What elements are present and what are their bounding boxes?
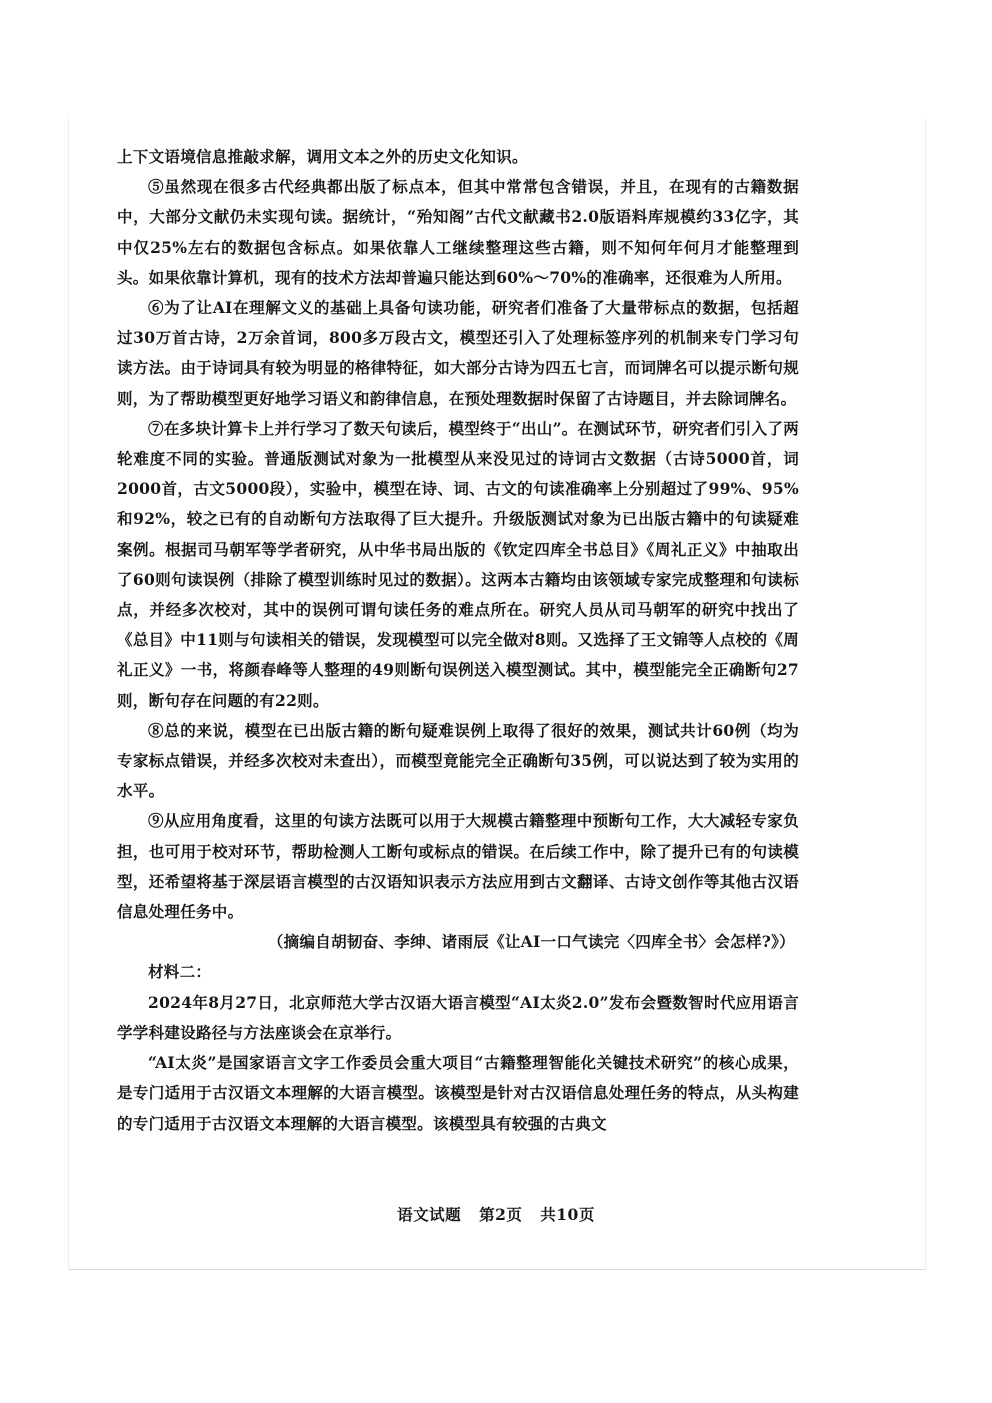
paragraph-8: ⑧总的来说，模型在已出版古籍的断句疑难误例上取得了很好的效果，测试共计60例（均为专家标点错误，并经多次校对未查出），而模型竟能完全正确断句35例，可以说达到了较为实用的水平。 (117, 720, 799, 801)
footer-subject: 语文试题 (397, 1205, 462, 1224)
paragraph-continuation: 上下文语境信息推敲求解，调用文本之外的历史文化知识。 (117, 147, 528, 166)
document-body (117, 142, 799, 1139)
material-two-paragraph-2: “AI太炎”是国家语言文字工作委员会重大项目“古籍整理智能化关键技术研究”的核心成果，是专门适用于古汉语文本理解的大语言模型。该模型是针对古汉语信息处理任务的特点，从头构建的专门适用于古汉语文本理解的大语言模型。该模型具有较强的古典文 (117, 1053, 799, 1133)
paragraph-7: ⑦在多块计算卡上并行学习了数天句读后，模型终于“出山”。在测试环节，研究者们引入了两轮难度不同的实验。普通版测试对象为一批模型从来没见过的诗词古文数据（古诗5000首，词2000首，古文5000段），实验中，模型在诗、词、古文的句读准确率上分别超过了99%、95%和92%，较之已有的自动断句方法取得了巨大提升。升级版测试对象为已出版古籍中的句读疑难案例。根据司马朝军等学者研究，从中华书局出版的《钦定四库全书总目》《周礼正义》中抽取出了60则句读误例（排除了模型训练时见过的数据）。这两本古籍均由该领域专家完成整理和句读标点，并经多次校对，其中的误例可谓句读任务的难点所在。研究人员从司马朝军的研究中找出了《总目》中11则与句读相关的错误，发现模型可以完全做对8则。又选择了王文锦等人点校的《周礼正义》一书，将颜春峰等人整理的49则断句误例送入模型测试。其中，模型能完全正确断句27则，断句存在问题的有22则。 (117, 418, 799, 710)
footer-page-number: 第2页 (479, 1205, 523, 1224)
material-two-heading: 材料二： (148, 962, 212, 982)
paragraph-9: ⑨从应用角度看，这里的句读方法既可以用于大规模古籍整理中预断句工作，大大减轻专家负担，也可用于校对环节，帮助检测人工断句或标点的错误。在后续工作中，除了提升已有的句读模型，还希望将基于深层语言模型的古汉语知识表示方法应用到古文翻译、古诗文创作等其他古汉语信息处理任务中。 (117, 811, 799, 922)
source-citation: （摘编自胡韧奋、李绅、诸雨辰《让AI一口气读完〈四库全书〉会怎样?》） (267, 932, 795, 952)
page-footer (0, 1203, 992, 1225)
material-two-paragraph-1: 2024年8月27日，北京师范大学古汉语大语言模型“AI太炎2.0”发布会暨数智时代应用语言学学科建设路径与方法座谈会在京举行。 (117, 992, 799, 1042)
paragraph-5: ⑤虽然现在很多古代经典都出版了标点本，但其中常常包含错误，并且，在现有的古籍数据中，大部分文献仍未实现句读。据统计，“殆知阁”古代文献藏书2.0版语料库规模约33亿字，其中仅25%左右的数据包含标点。如果依靠人工继续整理这些古籍，则不知何年何月才能整理到头。如果依靠计算机，现有的技术方法却普遍只能达到60%～70%的准确率，还很难为人所用。 (117, 177, 799, 287)
footer-total-pages: 共10页 (540, 1205, 595, 1224)
paragraph-6: ⑥为了让AI在理解文义的基础上具备句读功能，研究者们准备了大量带标点的数据，包括超过30万首古诗，2万余首词，800多万段古文，模型还引入了处理标签序列的机制来专门学习句读方法。由于诗词具有较为明显的格律特征，如大部分古诗为四五七言，而词牌名可以提示断句规则，为了帮助模型更好地学习语义和韵律信息，在预处理数据时保留了古诗题目，并去除词牌名。 (117, 298, 799, 408)
